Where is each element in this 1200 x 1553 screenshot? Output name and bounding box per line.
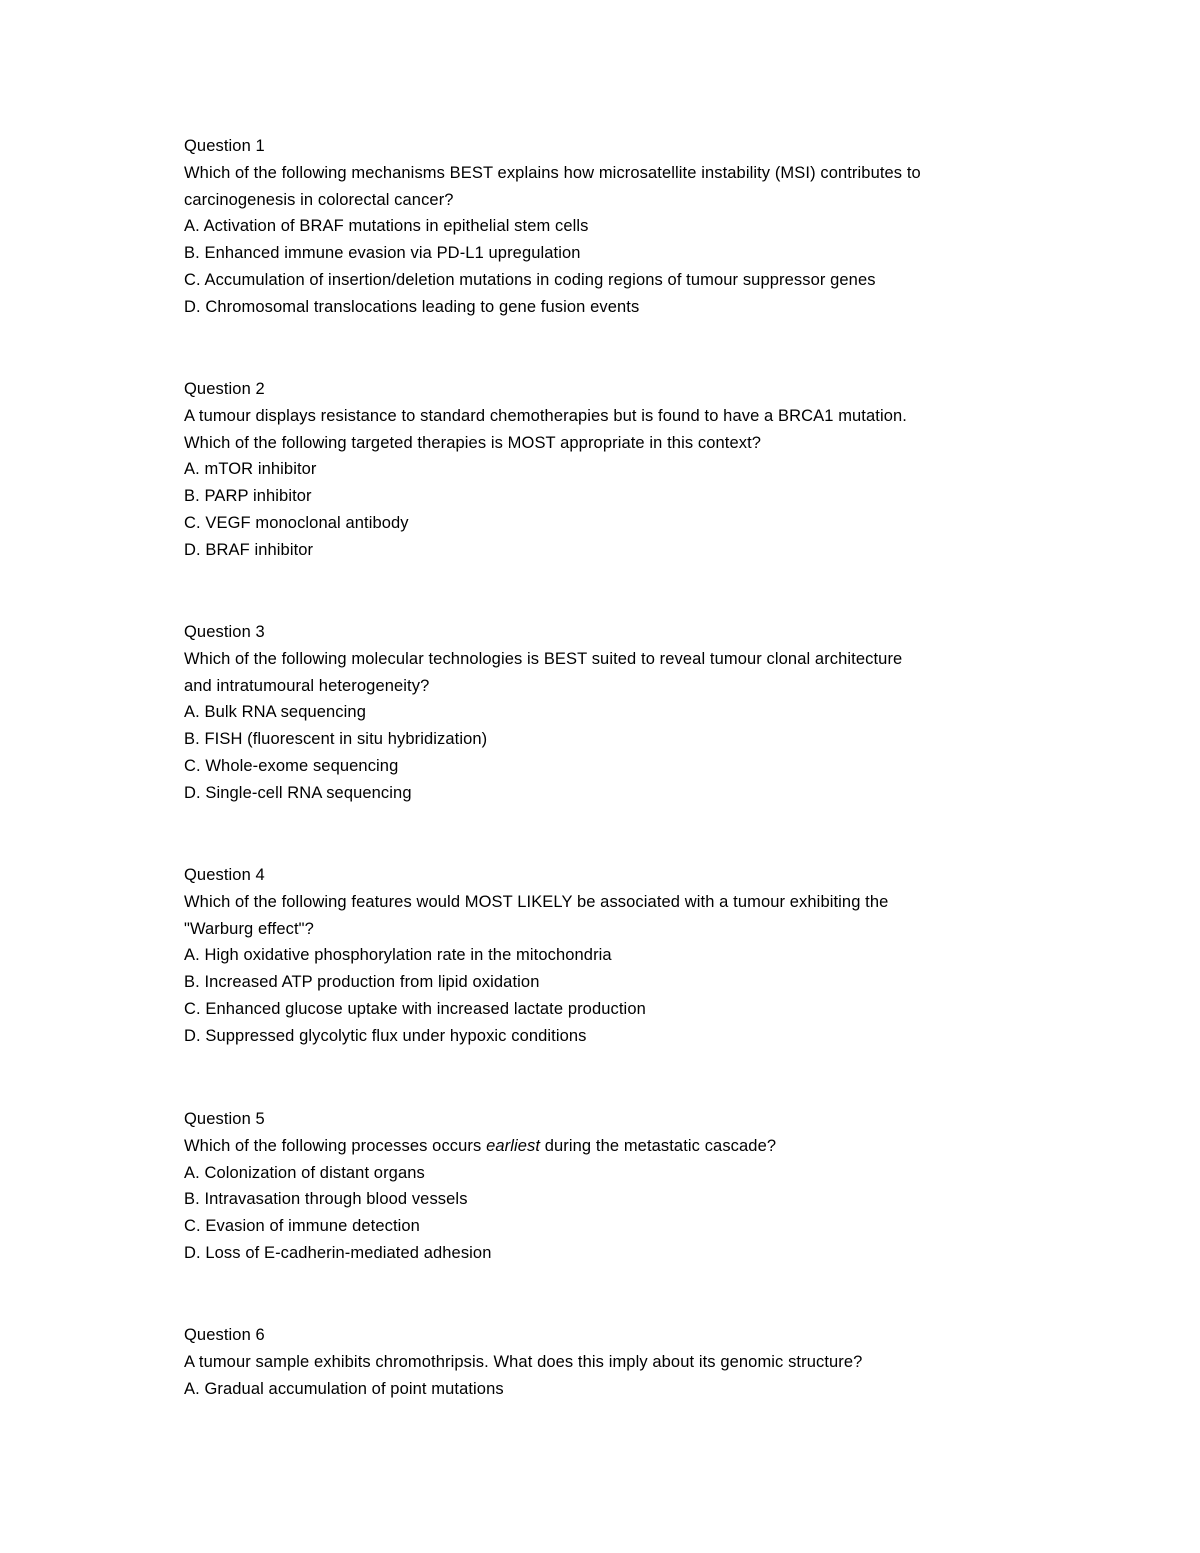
question-heading: Question 6 xyxy=(184,1326,265,1344)
answer-option-c: C. Whole-exome sequencing xyxy=(184,756,399,775)
answer-option-a: A. Bulk RNA sequencing xyxy=(184,703,366,722)
question-1 xyxy=(184,133,1044,321)
answer-option-d: D. Suppressed glycolytic flux under hypoxic conditions xyxy=(184,1026,587,1045)
question-stem-line: carcinogenesis in colorectal cancer? xyxy=(184,190,454,209)
answer-option-a: A. mTOR inhibitor xyxy=(184,460,317,479)
answer-option-a: A. Colonization of distant organs xyxy=(184,1163,425,1182)
question-stem-line xyxy=(184,1133,1044,1160)
question-stem-line: Which of the following features would MOST LIKELY be associated with a tumour exhibiting the xyxy=(184,892,889,911)
answer-option-d: D. BRAF inhibitor xyxy=(184,540,314,559)
answer-option-b: B. Increased ATP production from lipid oxidation xyxy=(184,973,540,992)
answer-option-b: B. FISH (fluorescent in situ hybridization) xyxy=(184,730,488,749)
stem-text-after: during the metastatic cascade? xyxy=(540,1136,777,1155)
answer-option-b: B. Intravasation through blood vessels xyxy=(184,1190,468,1209)
answer-option-a: A. Gradual accumulation of point mutations xyxy=(184,1379,504,1398)
answer-option-c: C. Evasion of immune detection xyxy=(184,1217,420,1236)
question-stem-line: A tumour displays resistance to standard chemotherapies but is found to have a BRCA1 mutation. xyxy=(184,406,907,425)
stem-text-before: Which of the following processes occurs xyxy=(184,1136,487,1155)
answer-option-b: B. Enhanced immune evasion via PD-L1 upregulation xyxy=(184,244,581,263)
question-4 xyxy=(184,862,1044,1050)
question-heading: Question 5 xyxy=(184,1110,265,1128)
answer-option-d: D. Loss of E-cadherin-mediated adhesion xyxy=(184,1243,492,1262)
question-heading: Question 3 xyxy=(184,623,265,641)
question-stem-line: Which of the following molecular technologies is BEST suited to reveal tumour clonal architecture xyxy=(184,649,903,668)
question-stem-line: Which of the following mechanisms BEST explains how microsatellite instability (MSI) contributes to xyxy=(184,163,921,182)
question-2 xyxy=(184,376,1044,564)
question-6 xyxy=(184,1322,1044,1402)
answer-option-a: A. High oxidative phosphorylation rate in the mitochondria xyxy=(184,946,612,965)
question-5 xyxy=(184,1106,1044,1267)
answer-option-c: C. Accumulation of insertion/deletion mutations in coding regions of tumour suppressor genes xyxy=(184,270,876,289)
question-heading: Question 4 xyxy=(184,866,265,884)
question-stem-line: and intratumoural heterogeneity? xyxy=(184,676,430,695)
answer-option-c: C. Enhanced glucose uptake with increased lactate production xyxy=(184,999,646,1018)
question-3 xyxy=(184,619,1044,807)
question-stem-line: A tumour sample exhibits chromothripsis. What does this imply about its genomic structure? xyxy=(184,1352,863,1371)
answer-option-b: B. PARP inhibitor xyxy=(184,487,312,506)
answer-option-c: C. VEGF monoclonal antibody xyxy=(184,513,409,532)
question-stem-line: Which of the following targeted therapies is MOST appropriate in this context? xyxy=(184,433,762,452)
answer-option-d: D. Chromosomal translocations leading to gene fusion events xyxy=(184,297,640,316)
answer-option-a: A. Activation of BRAF mutations in epithelial stem cells xyxy=(184,217,589,236)
question-heading: Question 1 xyxy=(184,137,265,155)
stem-emphasis: earliest xyxy=(486,1136,541,1155)
question-heading: Question 2 xyxy=(184,380,265,398)
question-stem-line: "Warburg effect"? xyxy=(184,919,314,938)
answer-option-d: D. Single-cell RNA sequencing xyxy=(184,783,412,802)
